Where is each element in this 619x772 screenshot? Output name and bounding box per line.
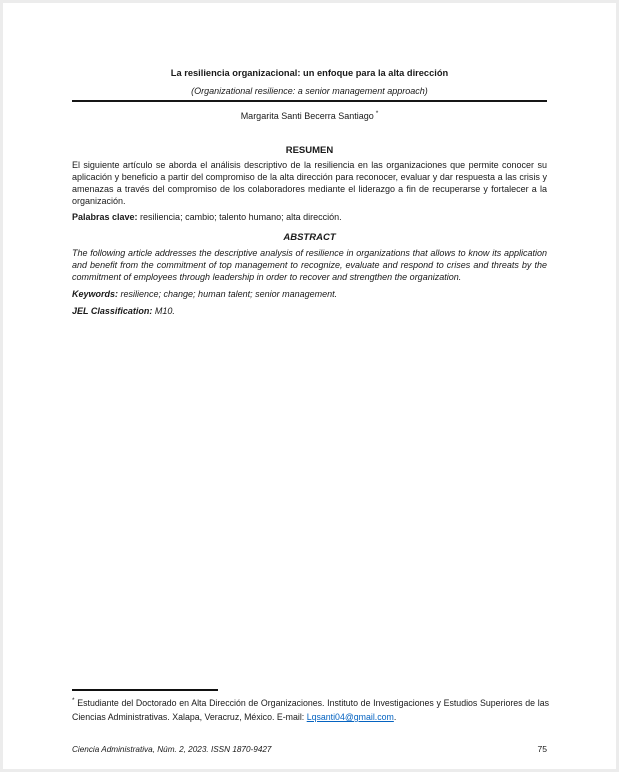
footnote: [72, 694, 549, 724]
resumen-heading: RESUMEN: [285, 145, 334, 156]
abstract-heading: ABSTRACT: [283, 232, 336, 243]
page-number: 75: [537, 744, 547, 754]
footnote-text-before-email: Estudiante del Doctorado en Alta Dirección de Organizaciones. Instituto de Investigaciones y Estudios Superiores de las Ciencias Administrativas. Xalapa, Veracruz, México. E-mail:: [72, 697, 549, 722]
keywords-values: resilience; change; human talent; senior management.: [118, 289, 338, 299]
resumen-body-paragraph: El siguiente artículo se aborda el análisis descriptivo de la resiliencia en las organizaciones que permite conocer su aplicación y beneficio a partir del compromiso de la alta dirección para reconocer, evaluar y dar respuesta a las crisis y amenazas a través del compromiso de los colaboradores mediante el liderazgo a fin de recuperarse y fortalecer a la organización.: [72, 160, 547, 206]
author-name: Margarita Santi Becerra Santiago: [240, 111, 374, 121]
paper-subtitle-english: (Organizational resilience: a senior management approach): [191, 86, 428, 96]
keywords-line: [72, 289, 547, 299]
jel-classification-line: [72, 306, 547, 316]
jel-value: M10.: [152, 306, 175, 316]
email-link[interactable]: Lqsanti04@gmail.com: [306, 711, 394, 722]
palabras-clave-label: Palabras clave:: [72, 212, 138, 222]
journal-info: Ciencia Administrativa, Núm. 2, 2023. ISSN 1870-9427: [72, 745, 272, 754]
palabras-clave-values: resiliencia; cambio; talento humano; alta dirección.: [137, 212, 342, 222]
paper-title: La resiliencia organizacional: un enfoque para la alta dirección: [170, 68, 449, 78]
abstract-body-paragraph: The following article addresses the descriptive analysis of resilience in organizations that allows to know its application and benefit from the commitment of top management to recognize, evaluate and respond to crises and threats by the commitment of employees through leadership in order to recover and strengthen the organization.: [72, 248, 547, 282]
title-divider-rule: [72, 100, 547, 102]
footnote-text-after-email: .: [393, 711, 397, 722]
author-line: [72, 110, 547, 121]
footnote-divider-rule: [72, 689, 218, 691]
page-footer: [72, 744, 547, 754]
footnote-mark: *: [72, 697, 75, 704]
jel-label: JEL Classification:: [72, 306, 153, 316]
palabras-clave-line: [72, 212, 547, 222]
author-footnote-mark: *: [375, 110, 379, 117]
keywords-label: Keywords:: [72, 289, 119, 299]
